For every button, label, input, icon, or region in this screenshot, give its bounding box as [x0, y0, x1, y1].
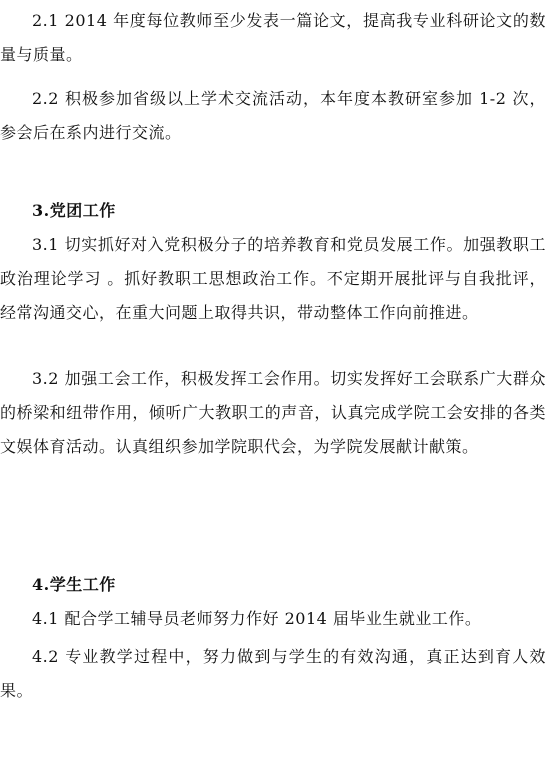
paragraph-2-2-block [0, 82, 550, 150]
paragraph-2-1-block [0, 4, 550, 72]
paragraph-4-2-block [0, 640, 550, 708]
paragraph-4-1: 4.1 配合学工辅导员老师努力作好 2014 届毕业生就业工作。 [32, 609, 482, 628]
paragraph-3-2: 3.2 加强工会工作，积极发挥工会作用。切实发挥好工会联系广大群众的桥梁和纽带作用，倾听广大教职工的声音，认真完成学院工会安排的各类文娱体育活动。认真组织参加学院职代会，为学院发展献计献策。 [0, 369, 546, 456]
paragraph-2-2: 2.2 积极参加省级以上学术交流活动，本年度本教研室参加 1-2 次，参会后在系内进行交流。 [0, 89, 546, 142]
paragraph-3-2-block [0, 362, 550, 464]
section-heading-4: 4.学生工作 [32, 575, 116, 594]
paragraph-4-2: 4.2 专业教学过程中，努力做到与学生的有效沟通，真正达到育人效果。 [0, 647, 546, 700]
section-heading-3: 3.党团工作 [32, 201, 116, 220]
paragraph-2-1: 2.1 2014 年度每位教师至少发表一篇论文，提高我专业科研论文的数量与质量。 [0, 11, 546, 64]
paragraph-3-1: 3.1 切实抓好对入党积极分子的培养教育和党员发展工作。加强教职工政治理论学习 。抓好教职工思想政治工作。不定期开展批评与自我批评，经常沟通交心，在重大问题上取得共识，带动整体工作向前推进。 [0, 235, 546, 322]
heading-4-block [0, 568, 550, 602]
paragraph-3-1-block [0, 228, 550, 330]
paragraph-4-1-block [0, 602, 550, 636]
heading-3-block [0, 194, 550, 228]
